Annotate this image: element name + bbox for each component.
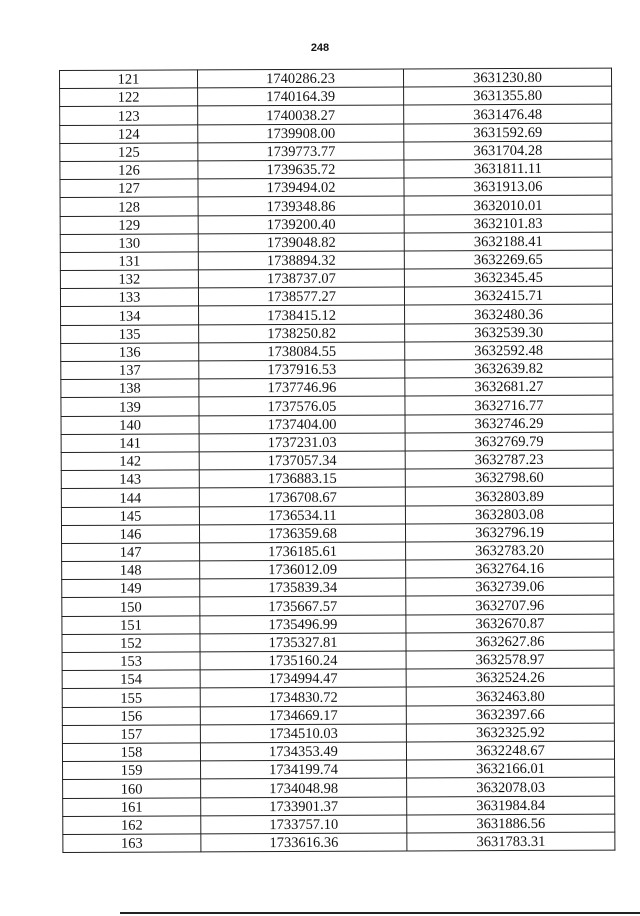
table-row: [62, 596, 614, 617]
point-number-cell: 123: [60, 106, 198, 125]
x-coordinate-cell: 1737746.96: [199, 378, 405, 397]
point-number-cell: 162: [63, 816, 201, 835]
point-number-cell: 122: [60, 88, 198, 107]
point-number-cell: 128: [60, 197, 198, 216]
x-coordinate-cell: 1739048.82: [198, 233, 404, 252]
point-number-cell: 135: [61, 325, 199, 344]
x-coordinate-cell: 1737576.05: [199, 396, 405, 415]
x-coordinate-cell: 1736185.61: [200, 542, 406, 561]
table-row: [62, 705, 614, 726]
table-row: [62, 559, 614, 580]
y-coordinate-cell: 3632796.19: [405, 523, 613, 542]
x-coordinate-cell: 1739494.02: [198, 178, 404, 197]
point-number-cell: 145: [61, 506, 199, 525]
point-number-cell: 142: [61, 452, 199, 471]
y-coordinate-cell: 3632463.80: [406, 686, 614, 705]
table-row: [60, 195, 612, 216]
y-coordinate-cell: 3632101.83: [404, 214, 612, 233]
table-row: [61, 450, 613, 471]
x-coordinate-cell: 1738577.27: [198, 287, 404, 306]
table-row: [62, 632, 614, 653]
page-number: 248: [310, 42, 330, 54]
table-row: [63, 777, 615, 798]
y-coordinate-cell: 3631984.84: [407, 796, 615, 815]
point-number-cell: 156: [62, 706, 200, 725]
point-number-cell: 159: [63, 761, 201, 780]
point-number-cell: 160: [63, 779, 201, 798]
y-coordinate-cell: 3632480.36: [405, 305, 613, 324]
y-coordinate-cell: 3632539.30: [405, 323, 613, 342]
table-row: [63, 832, 615, 853]
x-coordinate-cell: 1734669.17: [200, 706, 406, 725]
table-row: [60, 123, 612, 144]
point-number-cell: 137: [61, 361, 199, 380]
x-coordinate-cell: 1736359.68: [199, 524, 405, 543]
x-coordinate-cell: 1738084.55: [199, 342, 405, 361]
y-coordinate-cell: 3631913.06: [404, 177, 612, 196]
x-coordinate-cell: 1738415.12: [199, 305, 405, 324]
table-row: [63, 796, 615, 817]
table-row: [60, 68, 612, 89]
table-body: [60, 68, 615, 852]
y-coordinate-cell: 3632798.60: [405, 468, 613, 487]
x-coordinate-cell: 1737231.03: [199, 433, 405, 452]
x-coordinate-cell: 1740286.23: [198, 69, 404, 88]
table-row: [63, 759, 615, 780]
table-row: [61, 305, 613, 326]
table-row: [61, 486, 613, 507]
point-number-cell: 130: [60, 234, 198, 253]
y-coordinate-cell: 3632188.41: [404, 232, 612, 251]
y-coordinate-cell: 3631592.69: [404, 123, 612, 142]
x-coordinate-cell: 1734830.72: [200, 687, 406, 706]
point-number-cell: 133: [60, 288, 198, 307]
point-number-cell: 134: [61, 306, 199, 325]
y-coordinate-cell: 3632746.29: [405, 414, 613, 433]
y-coordinate-cell: 3632166.01: [407, 759, 615, 778]
x-coordinate-cell: 1734994.47: [200, 669, 406, 688]
x-coordinate-cell: 1734048.98: [201, 778, 407, 797]
point-number-cell: 139: [61, 397, 199, 416]
point-number-cell: 163: [63, 834, 201, 853]
point-number-cell: 157: [62, 725, 200, 744]
point-number-cell: 121: [60, 70, 198, 89]
x-coordinate-cell: 1735160.24: [200, 651, 406, 670]
point-number-cell: 153: [62, 652, 200, 671]
y-coordinate-cell: 3632578.97: [406, 650, 614, 669]
point-number-cell: 138: [61, 379, 199, 398]
y-coordinate-cell: 3632783.20: [406, 541, 614, 560]
table-row: [60, 159, 612, 180]
x-coordinate-cell: 1734199.74: [201, 760, 407, 779]
table-row: [62, 614, 614, 635]
point-number-cell: 136: [61, 343, 199, 362]
y-coordinate-cell: 3632415.71: [404, 286, 612, 305]
y-coordinate-cell: 3631886.56: [407, 814, 615, 833]
table-row: [60, 232, 612, 253]
x-coordinate-cell: 1733757.10: [201, 815, 407, 834]
point-number-cell: 149: [62, 579, 200, 598]
table-row: [62, 650, 614, 671]
point-number-cell: 125: [60, 143, 198, 162]
y-coordinate-cell: 3632397.66: [406, 705, 614, 724]
y-coordinate-cell: 3632325.92: [406, 723, 614, 742]
y-coordinate-cell: 3632681.27: [405, 377, 613, 396]
x-coordinate-cell: 1740038.27: [198, 105, 404, 124]
table-row: [60, 250, 612, 271]
x-coordinate-cell: 1739773.77: [198, 142, 404, 161]
table-row: [61, 395, 613, 416]
y-coordinate-cell: 3632707.96: [406, 596, 614, 615]
table-row: [61, 359, 613, 380]
y-coordinate-cell: 3632592.48: [405, 341, 613, 360]
y-coordinate-cell: 3631476.48: [404, 104, 612, 123]
x-coordinate-cell: 1736012.09: [200, 560, 406, 579]
point-number-cell: 141: [61, 434, 199, 453]
y-coordinate-cell: 3631783.31: [407, 832, 615, 851]
table-row: [61, 505, 613, 526]
x-coordinate-cell: 1734510.03: [200, 724, 406, 743]
point-number-cell: 144: [61, 488, 199, 507]
y-coordinate-cell: 3632716.77: [405, 395, 613, 414]
table-row: [62, 741, 614, 762]
point-number-cell: 129: [60, 215, 198, 234]
table-row: [61, 414, 613, 435]
point-number-cell: 151: [62, 616, 200, 635]
x-coordinate-cell: 1735496.99: [200, 615, 406, 634]
table-row: [60, 177, 612, 198]
x-coordinate-cell: 1736883.15: [199, 469, 405, 488]
point-number-cell: 150: [62, 597, 200, 616]
table-row: [60, 86, 612, 107]
table-row: [61, 377, 613, 398]
table-row: [62, 577, 614, 598]
y-coordinate-cell: 3632248.67: [406, 741, 614, 760]
x-coordinate-cell: 1739908.00: [198, 124, 404, 143]
x-coordinate-cell: 1736708.67: [199, 487, 405, 506]
y-coordinate-cell: 3632803.89: [405, 486, 613, 505]
y-coordinate-cell: 3632345.45: [404, 268, 612, 287]
table-row: [62, 686, 614, 707]
table-row: [60, 141, 612, 162]
x-coordinate-cell: 1733616.36: [201, 833, 407, 852]
x-coordinate-cell: 1738250.82: [199, 324, 405, 343]
x-coordinate-cell: 1735667.57: [200, 596, 406, 615]
x-coordinate-cell: 1738894.32: [198, 251, 404, 270]
point-number-cell: 148: [62, 561, 200, 580]
table-row: [62, 723, 614, 744]
y-coordinate-cell: 3632670.87: [406, 614, 614, 633]
x-coordinate-cell: 1739348.86: [198, 196, 404, 215]
point-number-cell: 140: [61, 415, 199, 434]
x-coordinate-cell: 1737404.00: [199, 415, 405, 434]
x-coordinate-cell: 1736534.11: [199, 505, 405, 524]
y-coordinate-cell: 3632639.82: [405, 359, 613, 378]
point-number-cell: 161: [63, 797, 201, 816]
point-number-cell: 131: [60, 252, 198, 271]
y-coordinate-cell: 3632078.03: [407, 777, 615, 796]
x-coordinate-cell: 1739635.72: [198, 160, 404, 179]
y-coordinate-cell: 3631355.80: [404, 86, 612, 105]
table-row: [60, 268, 612, 289]
x-coordinate-cell: 1735327.81: [200, 633, 406, 652]
y-coordinate-cell: 3631230.80: [403, 68, 611, 87]
point-number-cell: 147: [62, 543, 200, 562]
table-row: [61, 523, 613, 544]
y-coordinate-cell: 3631811.11: [404, 159, 612, 178]
table-row: [61, 341, 613, 362]
x-coordinate-cell: 1737057.34: [199, 451, 405, 470]
x-coordinate-cell: 1734353.49: [200, 742, 406, 761]
y-coordinate-cell: 3632803.08: [405, 505, 613, 524]
x-coordinate-cell: 1738737.07: [198, 269, 404, 288]
point-number-cell: 143: [61, 470, 199, 489]
y-coordinate-cell: 3632269.65: [404, 250, 612, 269]
x-coordinate-cell: 1737916.53: [199, 360, 405, 379]
y-coordinate-cell: 3632769.79: [405, 432, 613, 451]
point-number-cell: 127: [60, 179, 198, 198]
table-row: [61, 468, 613, 489]
x-coordinate-cell: 1740164.39: [198, 87, 404, 106]
point-number-cell: 152: [62, 634, 200, 653]
table-row: [62, 668, 614, 689]
table-row: [63, 814, 615, 835]
y-coordinate-cell: 3632627.86: [406, 632, 614, 651]
table-row: [61, 432, 613, 453]
point-number-cell: 132: [60, 270, 198, 289]
x-coordinate-cell: 1735839.34: [200, 578, 406, 597]
y-coordinate-cell: 3632524.26: [406, 668, 614, 687]
point-number-cell: 124: [60, 124, 198, 143]
bottom-rule: [120, 912, 640, 914]
table-row: [62, 541, 614, 562]
x-coordinate-cell: 1739200.40: [198, 214, 404, 233]
point-number-cell: 146: [61, 525, 199, 544]
y-coordinate-cell: 3632764.16: [406, 559, 614, 578]
point-number-cell: 158: [62, 743, 200, 762]
point-number-cell: 126: [60, 161, 198, 180]
table-row: [61, 323, 613, 344]
point-number-cell: 155: [62, 688, 200, 707]
y-coordinate-cell: 3632739.06: [406, 577, 614, 596]
table-row: [60, 286, 612, 307]
x-coordinate-cell: 1733901.37: [201, 796, 407, 815]
point-number-cell: 154: [62, 670, 200, 689]
table-row: [60, 214, 612, 235]
y-coordinate-cell: 3632787.23: [405, 450, 613, 469]
table-row: [60, 104, 612, 125]
coordinates-table-container: [59, 68, 614, 853]
coordinates-table: [59, 68, 615, 853]
y-coordinate-cell: 3631704.28: [404, 141, 612, 160]
y-coordinate-cell: 3632010.01: [404, 195, 612, 214]
